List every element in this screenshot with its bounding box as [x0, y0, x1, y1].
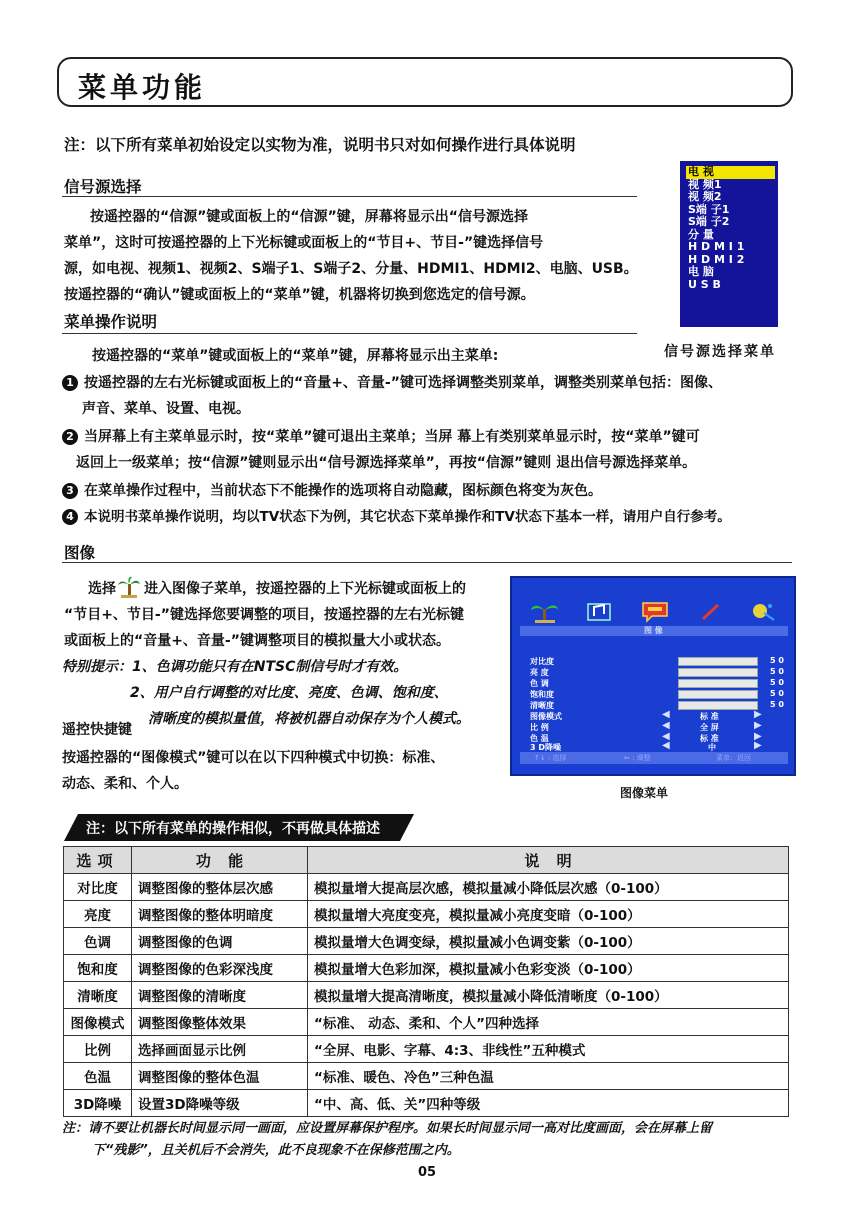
palm-tree-icon[interactable]	[530, 600, 560, 624]
table-cell: 3D降噪	[64, 1090, 132, 1117]
shortcut-line-1: 按遥控器的“图像模式”键可以在以下四种模式中切换：标准、	[62, 750, 445, 766]
left-arrow-icon[interactable]: ◀	[662, 731, 670, 742]
right-arrow-icon[interactable]: ▶	[754, 720, 762, 731]
menu-footer	[520, 752, 788, 764]
table-cell: 调整图像的整体色温	[132, 1063, 308, 1090]
setting-value: 5 0	[770, 678, 784, 687]
setting-option: 标 准	[700, 712, 719, 721]
setting-label: 色 调	[530, 679, 549, 688]
table-cell: 亮度	[64, 901, 132, 928]
table-cell: 模拟量增大色彩加深，模拟量减小色彩变淡（0-100）	[308, 955, 789, 982]
tip-line-2: 2、用户自行调整的对比度、亮度、色调、饱和度、	[130, 685, 448, 701]
page-number: 05	[418, 1165, 437, 1180]
table-cell: 选择画面显示比例	[132, 1036, 308, 1063]
table-cell: “中、高、低、关”四种等级	[308, 1090, 789, 1117]
table-row	[64, 1090, 789, 1117]
table-row	[64, 1036, 789, 1063]
signal-line-1: 按遥控器的“信源”键或面板上的“信源”键，屏幕将显示出“信号源选择	[90, 209, 529, 225]
table-cell: 调整图像整体效果	[132, 1009, 308, 1036]
table-row	[64, 955, 789, 982]
table-row	[64, 1009, 789, 1036]
left-arrow-icon[interactable]: ◀	[662, 720, 670, 731]
menu-item-tv[interactable]: 电 视	[686, 166, 775, 179]
table-cell: “标准、 动态、柔和、个人”四种选择	[308, 1009, 789, 1036]
shortcut-line-2: 动态、柔和、个人。	[62, 776, 188, 792]
table-cell: 色调	[64, 928, 132, 955]
table-header-row	[64, 847, 789, 874]
signal-line-3: 源，如电视、视频1、视频2、S端子1、S端子2、分量、HDMI1、HDMI2、电脑、USB。	[64, 261, 638, 277]
setting-label: 色 温	[530, 734, 549, 743]
table-cell: 清晰度	[64, 982, 132, 1009]
image-line-3: 或面板上的“音量+、音量-”键调整项目的模拟量大小或状态。	[64, 633, 450, 649]
setting-option: 中	[708, 743, 716, 752]
signal-source-menu	[680, 161, 778, 327]
signal-menu-caption: 信号源选择菜单	[664, 344, 776, 360]
image-line-2: “节目+、节目-”键选择您要调整的项目，按遥控器的左右光标键	[64, 607, 464, 623]
footer-hint: ⇐ : 调整	[624, 754, 651, 762]
menu-item[interactable]: U S B	[688, 277, 721, 291]
table-cell: 图像模式	[64, 1009, 132, 1036]
setting-label: 清晰度	[530, 701, 554, 710]
top-note: 注：以下所有菜单初始设定以实物为准，说明书只对如何操作进行具体说明	[64, 136, 576, 154]
left-arrow-icon[interactable]: ◀	[662, 709, 670, 720]
picture-menu	[510, 576, 796, 776]
tab-label: 图 像	[644, 626, 663, 635]
table-row	[64, 982, 789, 1009]
setting-option: 标 准	[700, 734, 719, 743]
picture-tab	[520, 626, 788, 636]
table-header: 功 能	[132, 847, 308, 874]
palm-tree-icon	[118, 576, 140, 598]
table-cell: 调整图像的整体明暗度	[132, 901, 308, 928]
setting-value: 5 0	[770, 700, 784, 709]
table-cell: 对比度	[64, 874, 132, 901]
list-text: 按遥控器的左右光标键或面板上的“音量+、音量-”键可选择调整类别菜单，调整类别菜单包括：图像、	[84, 375, 722, 391]
list-item	[62, 426, 700, 448]
bottom-note-line-1: 注：请不要让机器长时间显示同一画面，应设置屏幕保护程序。如果长时间显示同一高对比度画面，会在屏幕上留	[62, 1121, 713, 1136]
number-badge: 1	[62, 375, 78, 391]
list-item	[62, 506, 731, 528]
table-header: 选项	[64, 847, 132, 874]
table-cell: 调整图像的清晰度	[132, 982, 308, 1009]
number-badge: 4	[62, 509, 78, 525]
menu-item[interactable]: 视 频2	[688, 190, 722, 203]
list-text: 本说明书菜单操作说明，均以TV状态下为例，其它状态下菜单操作和TV状态下基本一样，请用户自行参考。	[84, 509, 731, 525]
right-arrow-icon[interactable]: ▶	[754, 709, 762, 720]
signal-line-2: 菜单”，这时可按遥控器的上下光标键或面板上的“节目+、节目-”键选择信号	[64, 235, 544, 251]
slider-bar[interactable]	[678, 701, 758, 710]
table-cell: 模拟量增大亮度变亮，模拟量减小亮度变暗（0-100）	[308, 901, 789, 928]
list-text: 在菜单操作过程中，当前状态下不能操作的选项将自动隐藏，图标颜色将变为灰色。	[84, 483, 602, 499]
table-cell: 饱和度	[64, 955, 132, 982]
right-arrow-icon[interactable]: ▶	[754, 740, 762, 751]
menu-ops-intro: 按遥控器的“菜单”键或面板上的“菜单”键，屏幕将显示出主菜单:	[92, 348, 499, 364]
divider	[62, 562, 792, 563]
right-arrow-icon[interactable]: ▶	[754, 731, 762, 742]
music-icon[interactable]	[584, 600, 614, 624]
setting-label: 比 例	[530, 723, 549, 732]
image-line-1b: 进入图像子菜单，按遥控器的上下光标键或面板上的	[144, 581, 466, 597]
menu-item[interactable]: S端 子2	[688, 215, 730, 228]
menu-item[interactable]: H D M I 2	[688, 252, 745, 266]
table-cell: 调整图像的整体层次感	[132, 874, 308, 901]
table-cell: 模拟量增大色调变绿，模拟量减小色调变紫（0-100）	[308, 928, 789, 955]
setting-value: 5 0	[770, 656, 784, 665]
slider-bar[interactable]	[678, 679, 758, 688]
list-item-cont: 声音、菜单、设置、电视。	[82, 401, 250, 417]
tools-icon[interactable]	[696, 600, 726, 624]
divider	[62, 333, 637, 334]
picture-settings-table	[63, 846, 789, 1117]
menu-item[interactable]: 电 脑	[688, 265, 714, 278]
setting-value: 5 0	[770, 689, 784, 698]
table-cell: 模拟量增大提高层次感，模拟量减小降低层次感（0-100）	[308, 874, 789, 901]
signal-line-4: 按遥控器的“确认”键或面板上的“菜单”键，机器将切换到您选定的信号源。	[64, 287, 535, 303]
setting-label: 对比度	[530, 657, 554, 666]
list-item-cont: 返回上一级菜单；按“信源”键则显示出“信号源选择菜单”，再按“信源”键则 退出信号源选择菜单。	[76, 455, 697, 471]
table-cell: 调整图像的色调	[132, 928, 308, 955]
menu-item[interactable]: H D M I 1	[688, 240, 745, 253]
table-row	[64, 901, 789, 928]
menu-ops-heading: 菜单操作说明	[64, 313, 158, 331]
note-banner: 注：以下所有菜单的操作相似，不再做具体描述	[86, 821, 380, 837]
divider	[62, 196, 637, 197]
menu-item[interactable]: 视 频1	[688, 177, 722, 191]
setting-label: 亮 度	[530, 668, 549, 677]
list-item	[62, 480, 602, 502]
left-arrow-icon[interactable]: ◀	[662, 740, 670, 751]
slider-bar[interactable]	[678, 690, 758, 699]
number-badge: 2	[62, 429, 78, 445]
table-row	[64, 928, 789, 955]
table-row	[64, 874, 789, 901]
setting-label: 3 D降噪	[530, 743, 561, 752]
page-title: 菜单功能	[78, 71, 207, 104]
tip-line-1: 特别提示：1、色调功能只有在NTSC制信号时才有效。	[62, 659, 408, 675]
table-cell: 调整图像的色彩深浅度	[132, 955, 308, 982]
menu-item[interactable]: 分 量	[688, 227, 714, 241]
footer-hint: ↑↓ : 选择	[534, 754, 567, 762]
slider-bar[interactable]	[678, 668, 758, 677]
osd-icon[interactable]	[640, 600, 670, 624]
table-cell: 色温	[64, 1063, 132, 1090]
menu-item[interactable]: S端 子1	[688, 202, 730, 216]
slider-bar[interactable]	[678, 657, 758, 666]
setting-label: 饱和度	[530, 690, 554, 699]
table-cell: “全屏、电影、字幕、4:3、非线性”五种模式	[308, 1036, 789, 1063]
satellite-icon[interactable]	[748, 600, 778, 624]
signal-heading: 信号源选择	[64, 178, 142, 196]
table-row	[64, 1063, 789, 1090]
table-cell: “标准、暖色、冷色”三种色温	[308, 1063, 789, 1090]
setting-value: 5 0	[770, 667, 784, 676]
picture-menu-caption: 图像菜单	[620, 786, 669, 800]
image-heading: 图像	[64, 544, 96, 562]
table-header: 说 明	[308, 847, 789, 874]
tip-line-3: 清晰度的模拟量值，将被机器自动保存为个人模式。	[148, 711, 470, 727]
number-badge: 3	[62, 483, 78, 499]
image-line-1a: 选择	[88, 581, 116, 597]
setting-option: 全 屏	[700, 723, 719, 732]
setting-label: 图像模式	[530, 712, 562, 721]
list-item	[62, 372, 722, 394]
table-cell: 比例	[64, 1036, 132, 1063]
bottom-note-line-2: 下“残影”，且关机后不会消失，此不良现象不在保修范围之内。	[92, 1143, 460, 1158]
shortcut-heading: 遥控快捷键	[62, 722, 132, 738]
footer-hint: 菜单：返回	[716, 754, 751, 762]
table-cell: 设置3D降噪等级	[132, 1090, 308, 1117]
table-cell: 模拟量增大提高清晰度，模拟量减小降低清晰度（0-100）	[308, 982, 789, 1009]
list-text: 当屏幕上有主菜单显示时，按“菜单”键可退出主菜单；当屏 幕上有类别菜单显示时，按“菜单”键可	[84, 429, 700, 445]
